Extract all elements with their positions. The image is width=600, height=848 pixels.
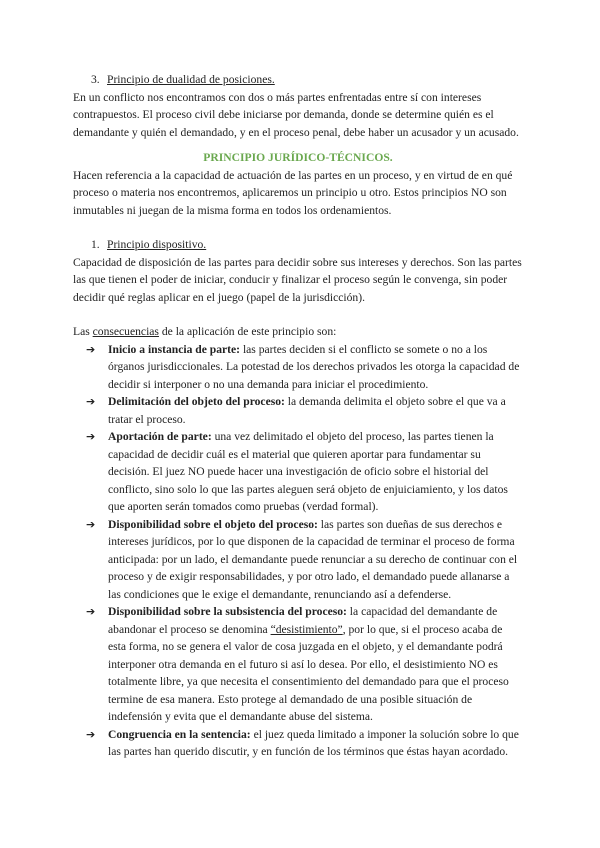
item-term: Delimitación del objeto del proceso:: [108, 395, 285, 408]
item-term: Disponibilidad sobre el objeto del proceso:: [108, 517, 318, 531]
arrow-icon: ➔: [86, 342, 96, 356]
item-term: Aportación de parte:: [108, 430, 212, 443]
document-page: [73, 71, 523, 761]
item-text: las partes deciden si el conflicto se somete o no a los órganos jurisdiccionales. La potestad de los derechos privados les otorga la capacidad de decidir si interponer o no una demanda para iniciar el procedimiento.: [108, 342, 520, 391]
list-item: [86, 516, 523, 604]
item-text-after: , por lo que, si el proceso acaba de esta forma, no se genera el valor de cosa juzgada en el objeto, y el demandante podrá interponer otra demanda en el futuro si así lo desea. Por ello, el desistimiento NO es totalmente libre, ya que necesita el consentimiento del demandado para que el proceso termine de esa manera. Esto protege al demandado de una posible situación de indefensión y evita que el demandante abuse del sistema.: [108, 622, 509, 723]
item-text: el juez queda limitado a imponer la solución sobre lo que las partes han querido discutir, y en función de los términos que éstas hayan acordado.: [108, 727, 519, 758]
paragraph-dispositivo: Capacidad de disposición de las partes para decidir sobre sus intereses y derechos. Son las partes las que tienen el poder de iniciar, conducir y finalizar el proceso según le convenga, sin poder decidir qué reglas aplicar en el juego (papel de la jurisdicción).: [73, 255, 522, 304]
item-term: Disponibilidad sobre la subsistencia del proceso:: [108, 605, 347, 618]
item-text-before: la capacidad del demandante de abandonar el proceso se denomina: [108, 605, 498, 636]
consequences-intro: [73, 323, 523, 341]
arrow-icon: ➔: [86, 727, 96, 741]
item-term: Congruencia en la sentencia:: [108, 727, 251, 741]
list-item: [86, 726, 523, 761]
paragraph-juridico-tecnicos: Hacen referencia a la capacidad de actuación de las partes en un proceso, y en virtud de en qué proceso o materia nos encontremos, aplicaremos un principio u otro. Estos principios NO son inmutables ni juegan de la misma forma en todos los ordenamientos.: [73, 168, 513, 217]
arrow-icon: ➔: [86, 395, 96, 408]
item-text: la demanda delimita el objeto sobre el que va a tratar el proceso.: [108, 395, 506, 426]
heading-dualidad: [91, 71, 523, 89]
arrow-icon: ➔: [86, 517, 96, 531]
heading-dispositivo: [91, 236, 523, 254]
intro-before: Las: [73, 325, 93, 338]
consequences-list: [73, 341, 523, 761]
list-item: [86, 603, 523, 726]
section-title: PRINCIPIO JURÍDICO-TÉCNICOS.: [203, 151, 393, 164]
item-text: las partes son dueñas de sus derechos e intereses jurídicos, por lo que disponen de la capacidad de terminar el proceso de forma anticipada: por un lado, el demandante puede renunciar a su derecho de continuar con el proceso y de exigir responsabilidades, y por otro lado, el demandado puede allanarse a las condiciones que le exige el demandante, renunciando así a defenderse.: [108, 517, 518, 601]
item-underlined: “desistimiento”: [270, 622, 343, 636]
item-term: Inicio a instancia de parte:: [108, 342, 241, 356]
intro-after: de la aplicación de este principio son:: [158, 325, 337, 338]
arrow-icon: ➔: [86, 605, 96, 618]
item-text: una vez delimitado el objeto del proceso, las partes tienen la capacidad de decidir cuál es el material que quieren aportar para fundamentar su decisión. El juez NO puede hacer una investigación de oficio sobre el historial del conflicto, sino solo lo que las partes aleguen será objeto de enjuiciamiento, y los datos que aporten serán tomados como pruebas (verdad formal).: [108, 430, 508, 513]
heading-number: 1.: [91, 238, 100, 251]
list-item: [86, 341, 523, 394]
list-item: [86, 428, 523, 516]
list-item: [86, 393, 523, 428]
arrow-icon: ➔: [86, 430, 96, 443]
heading-number: 3.: [91, 73, 100, 86]
heading-text: Principio de dualidad de posiciones.: [107, 73, 275, 86]
paragraph-dualidad: En un conflicto nos encontramos con dos o más partes enfrentadas entre sí con intereses contrapuestos. El proceso civil debe iniciarse por demanda, donde se determine quién es el demandante y quién el demandado, y en el proceso penal, debe haber un acusador y un acusado.: [73, 90, 519, 139]
heading-text: Principio dispositivo.: [107, 238, 207, 251]
intro-underlined: consecuencias: [92, 325, 159, 338]
